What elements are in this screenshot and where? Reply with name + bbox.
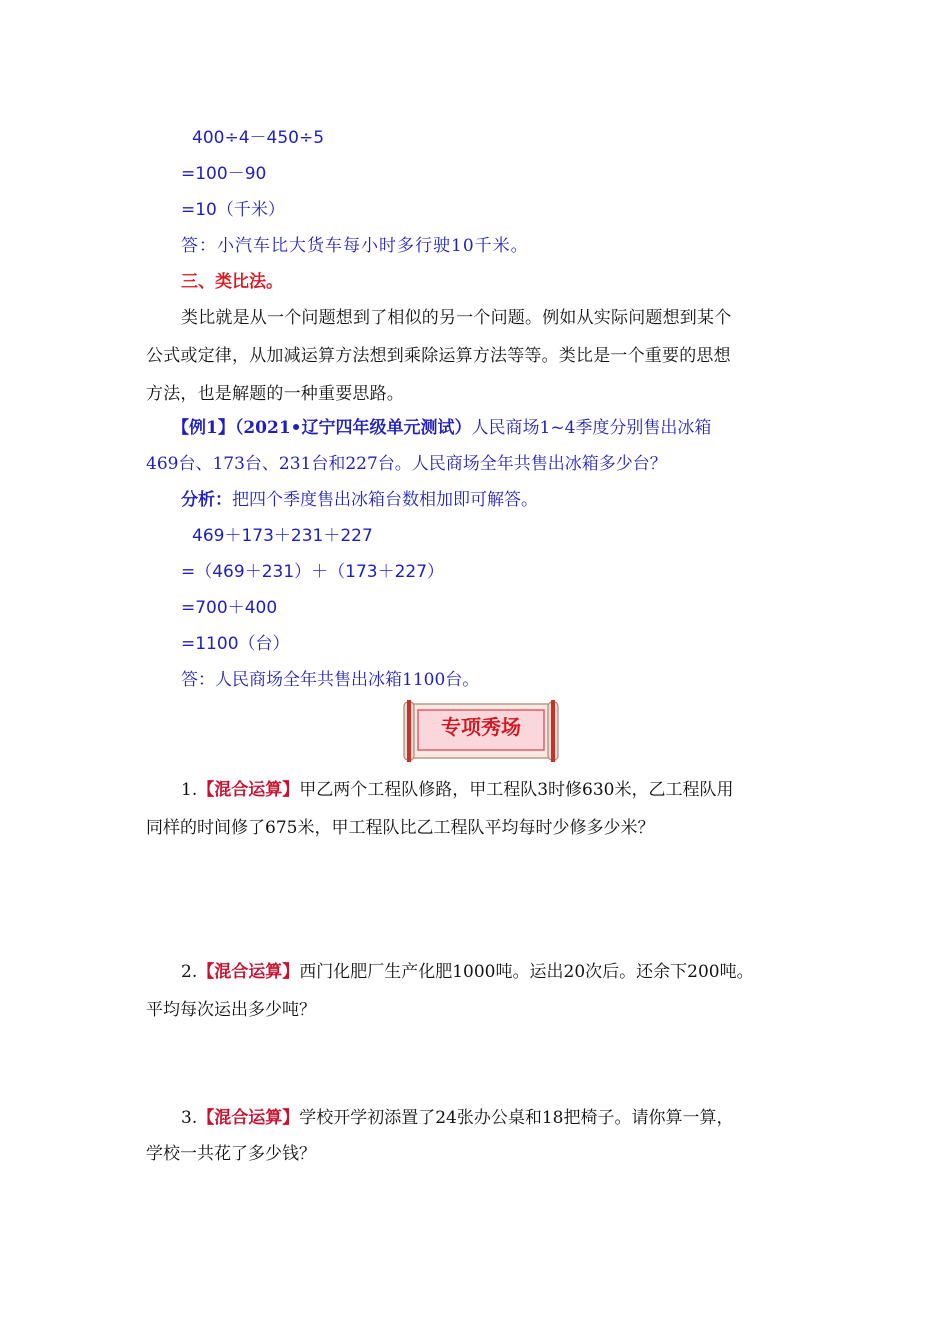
- section-paragraph-line-3: 方法，也是解题的一种重要思路。: [146, 384, 404, 404]
- problem-3-tag: 【混合运算】: [197, 1108, 300, 1128]
- problem-3-line-1: [181, 1106, 734, 1130]
- problem-1-line-1: [181, 778, 734, 802]
- calc-step-1: 400÷4－450÷5: [192, 128, 325, 148]
- problem-1-text: 甲乙两个工程队修路，甲工程队3时修630米，乙工程队用: [299, 780, 734, 800]
- section-banner: [398, 700, 564, 762]
- ex1-step-4: =1100（台）: [181, 634, 290, 654]
- ex1-step-2: =（469＋231）＋（173＋227）: [181, 562, 445, 582]
- example-1-question: 人民商场1~4季度分别售出冰箱: [471, 418, 712, 438]
- analysis-text: 把四个季度售出冰箱台数相加即可解答。: [232, 490, 538, 510]
- example-1-tag: 【例1】（2021•辽宁四年级单元测试）: [172, 418, 472, 438]
- banner-title: 专项秀场: [441, 715, 521, 739]
- example-1-question-line-2: 469台、173台、231台和227台。人民商场全年共售出冰箱多少台？: [146, 454, 667, 474]
- answer-1: 答：人民商场全年共售出冰箱1100台。: [181, 670, 480, 690]
- answer-0: 答：小汽车比大货车每小时多行驶10千米。: [181, 236, 529, 256]
- section-paragraph-line-2: 公式或定律，从加减运算方法想到乘除运算方法等等。类比是一个重要的思想: [146, 346, 731, 366]
- analysis-line: [181, 488, 538, 512]
- problem-3-text: 学校开学初添置了24张办公桌和18把椅子。请你算一算，: [299, 1108, 734, 1128]
- problem-3-line-2: 学校一共花了多少钱？: [146, 1144, 316, 1164]
- ex1-step-1: 469＋173＋231＋227: [192, 526, 373, 546]
- analysis-label: 分析：: [181, 490, 232, 510]
- problem-2-tag: 【混合运算】: [197, 962, 300, 982]
- problem-2-line-2: 平均每次运出多少吨？: [146, 1000, 316, 1020]
- calc-step-2: =100－90: [181, 164, 267, 184]
- ex1-step-3: =700＋400: [181, 598, 278, 618]
- section-title: 三、类比法。: [181, 272, 283, 292]
- problem-2-line-1: [181, 960, 754, 984]
- problem-2-number: 2.: [181, 962, 198, 982]
- section-paragraph-line-1: 类比就是从一个问题想到了相似的另一个问题。例如从实际问题想到某个: [181, 308, 732, 328]
- calc-step-3: =10（千米）: [181, 200, 285, 220]
- problem-1-line-2: 同样的时间修了675米，甲工程队比乙工程队平均每时少修多少米？: [146, 818, 655, 838]
- problem-1-number: 1.: [181, 780, 198, 800]
- problem-2-text: 西门化肥厂生产化肥1000吨。运出20次后。还余下200吨。: [299, 962, 754, 982]
- problem-3-number: 3.: [181, 1108, 198, 1128]
- problem-1-tag: 【混合运算】: [197, 780, 300, 800]
- example-1-line-1: [172, 416, 711, 440]
